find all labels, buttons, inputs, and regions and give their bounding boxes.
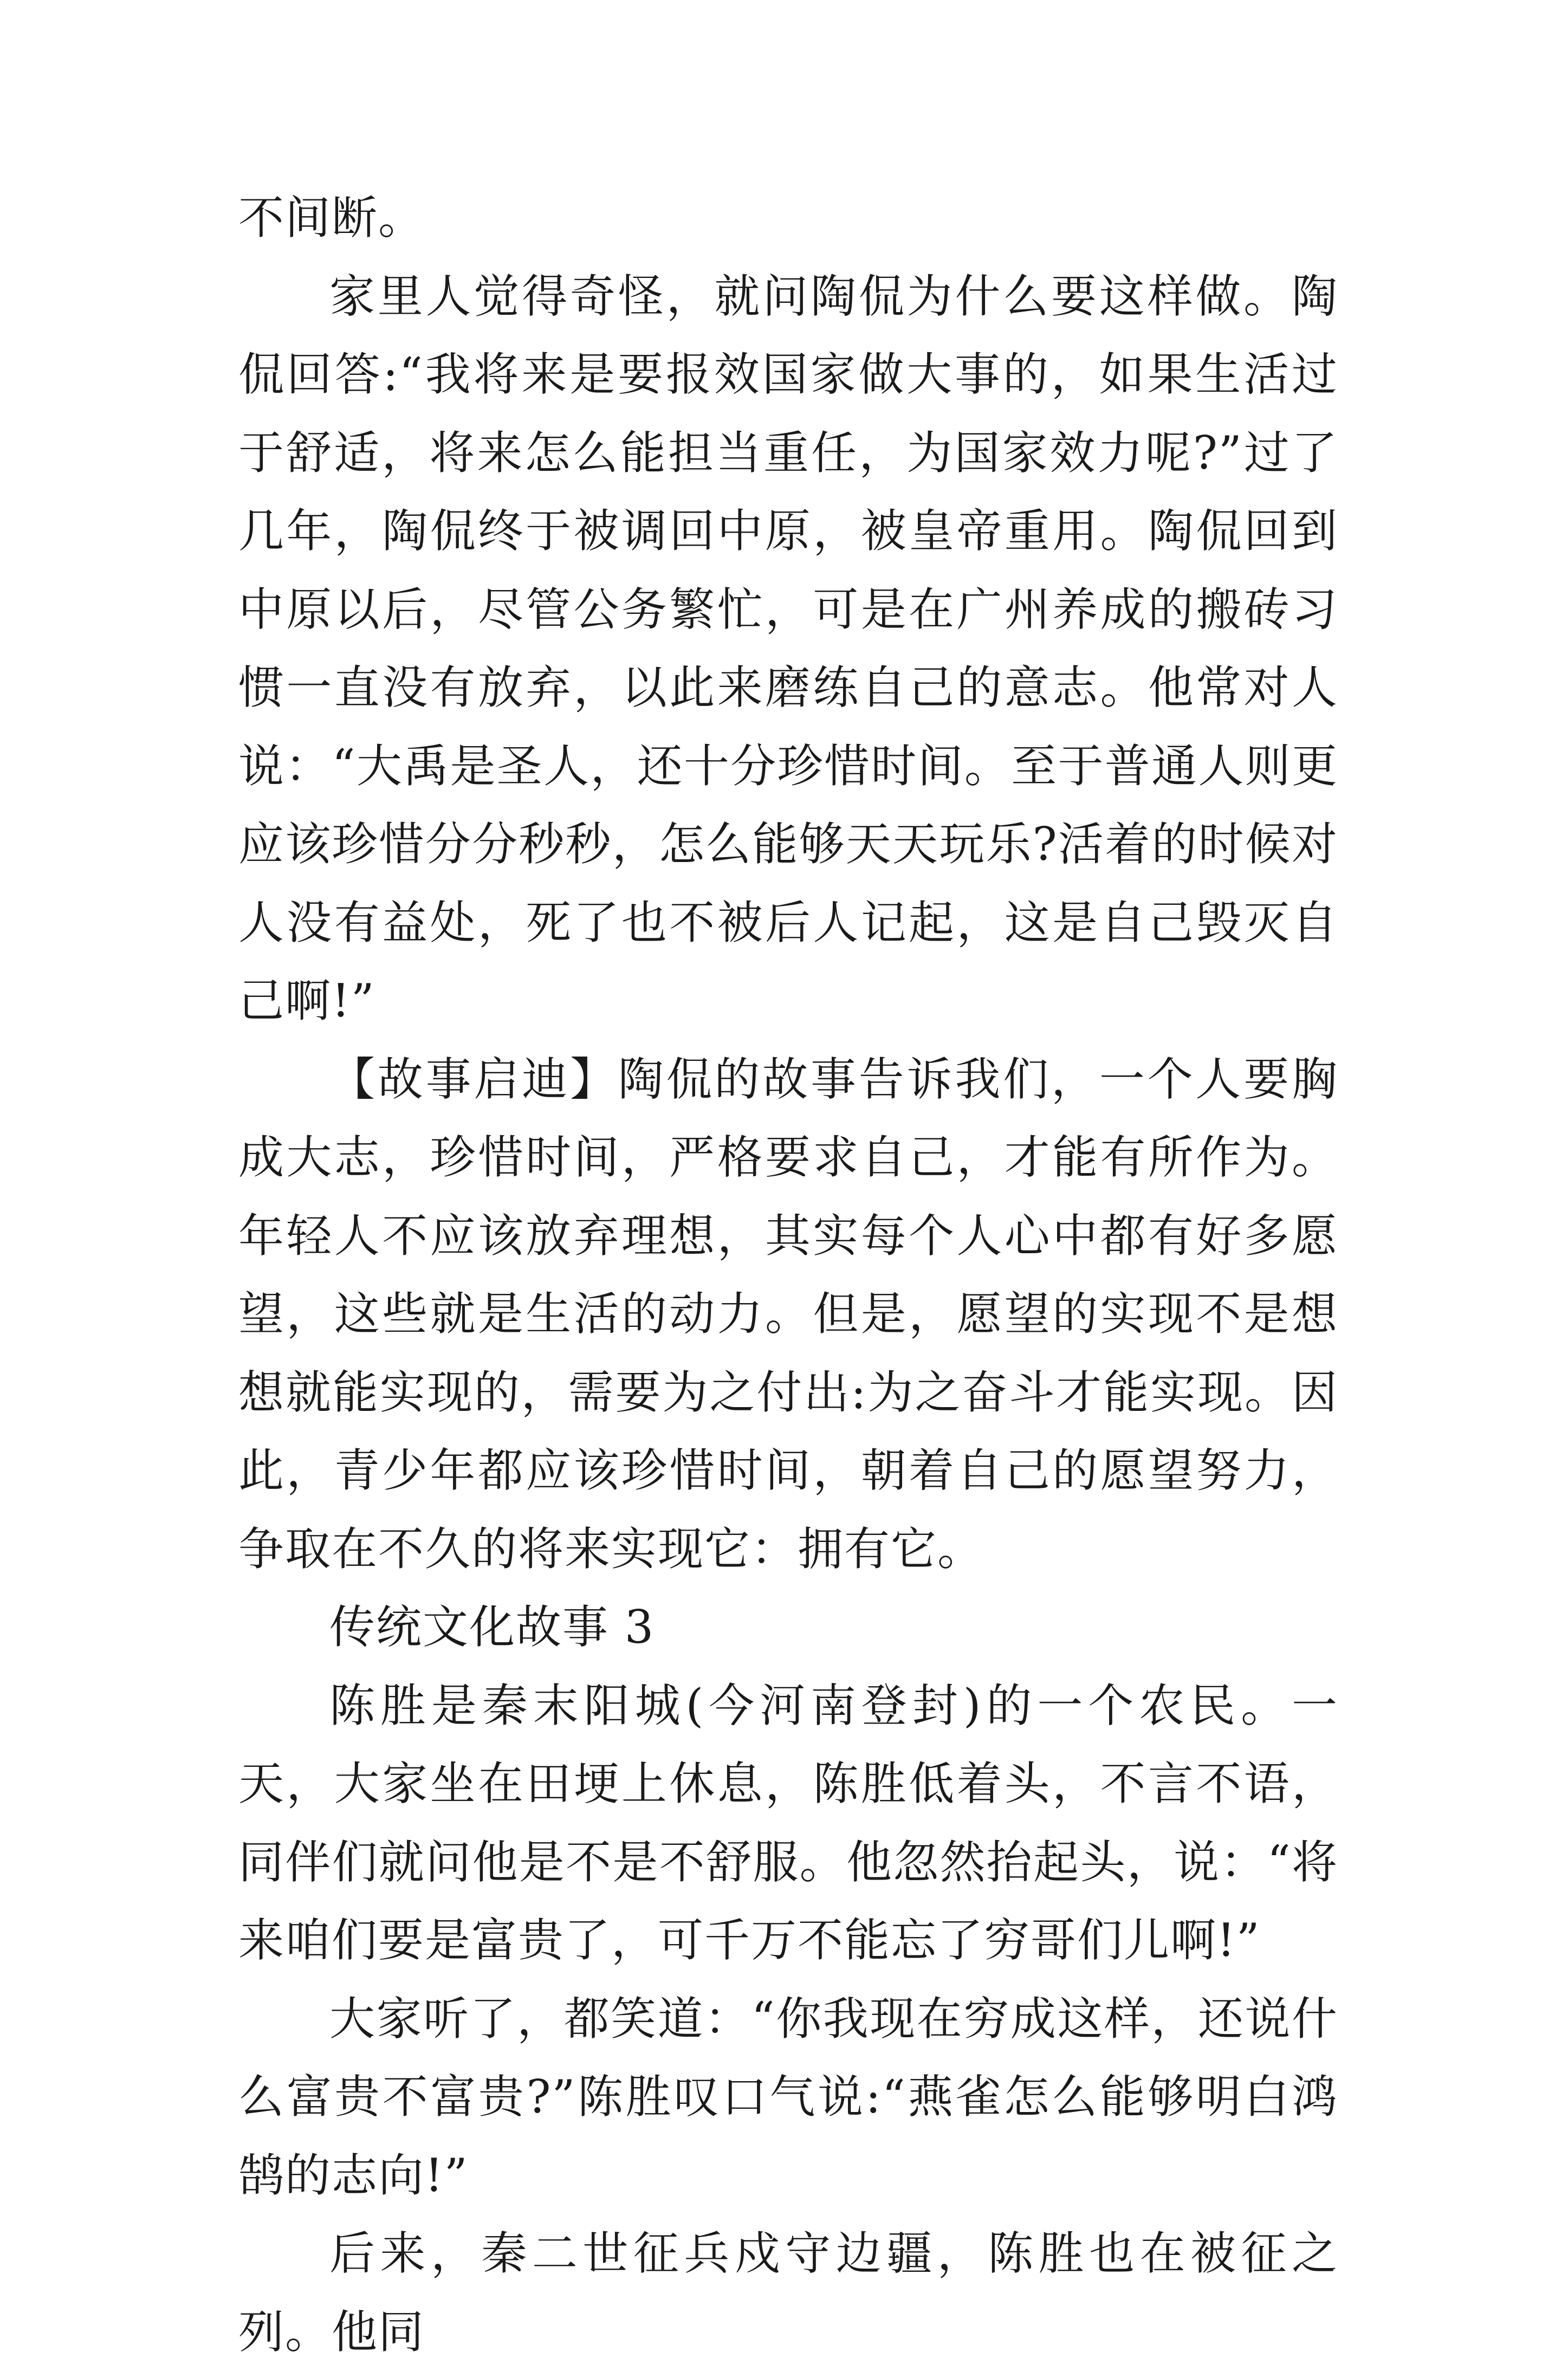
paragraph-chen-sheng-intro: 陈胜是秦末阳城(今河南登封)的一个农民。一天，大家坐在田埂上休息，陈胜低着头，不言不语，同伴们就问他是不是不舒服。他忽然抬起头，说：“将来咱们要是富贵了，可千万不能忘了穷哥们儿啊!”: [238, 1679, 1338, 1967]
paragraph-chen-sheng-ambition: 大家听了，都笑道：“你我现在穷成这样，还说什么富贵不富贵?”陈胜叹口气说:“燕雀怎么能够明白鸿鹄的志向!”: [238, 1992, 1338, 2202]
paragraph-chen-sheng-conscription: 后来，秦二世征兵戍守边疆，陈胜也在被征之列。他同: [238, 2227, 1338, 2359]
paragraph-continuation: 不间断。: [238, 191, 425, 244]
document-body: [238, 179, 1338, 2371]
paragraph-story-moral: 【故事启迪】陶侃的故事告诉我们，一个人要胸成大志，珍惜时间，严格要求自己，才能有所作为。年轻人不应该放弃理想，其实每个人心中都有好多愿望，这些就是生活的动力。但是，愿望的实现不是想想就能实现的，需要为之付出:为之奋斗才能实现。因此，青少年都应该珍惜时间，朝着自己的愿望努力，争取在不久的将来实现它：拥有它。: [238, 1052, 1338, 1576]
section-heading: 传统文化故事 3: [329, 1601, 655, 1654]
paragraph-tao-kan-answer: 家里人觉得奇怪，就问陶侃为什么要这样做。陶侃回答:“我将来是要报效国家做大事的，如果生活过于舒适，将来怎么能担当重任，为国家效力呢?”过了几年，陶侃终于被调回中原，被皇帝重用。陶侃回到中原以后，尽管公务繁忙，可是在广州养成的搬砖习惯一直没有放弃，以此来磨练自己的意志。他常对人说：“大禹是圣人，还十分珍惜时间。至于普通人则更应该珍惜分分秒秒，怎么能够天天玩乐?活着的时候对人没有益处，死了也不被后人记起，这是自己毁灭自己啊!”: [238, 269, 1338, 1027]
